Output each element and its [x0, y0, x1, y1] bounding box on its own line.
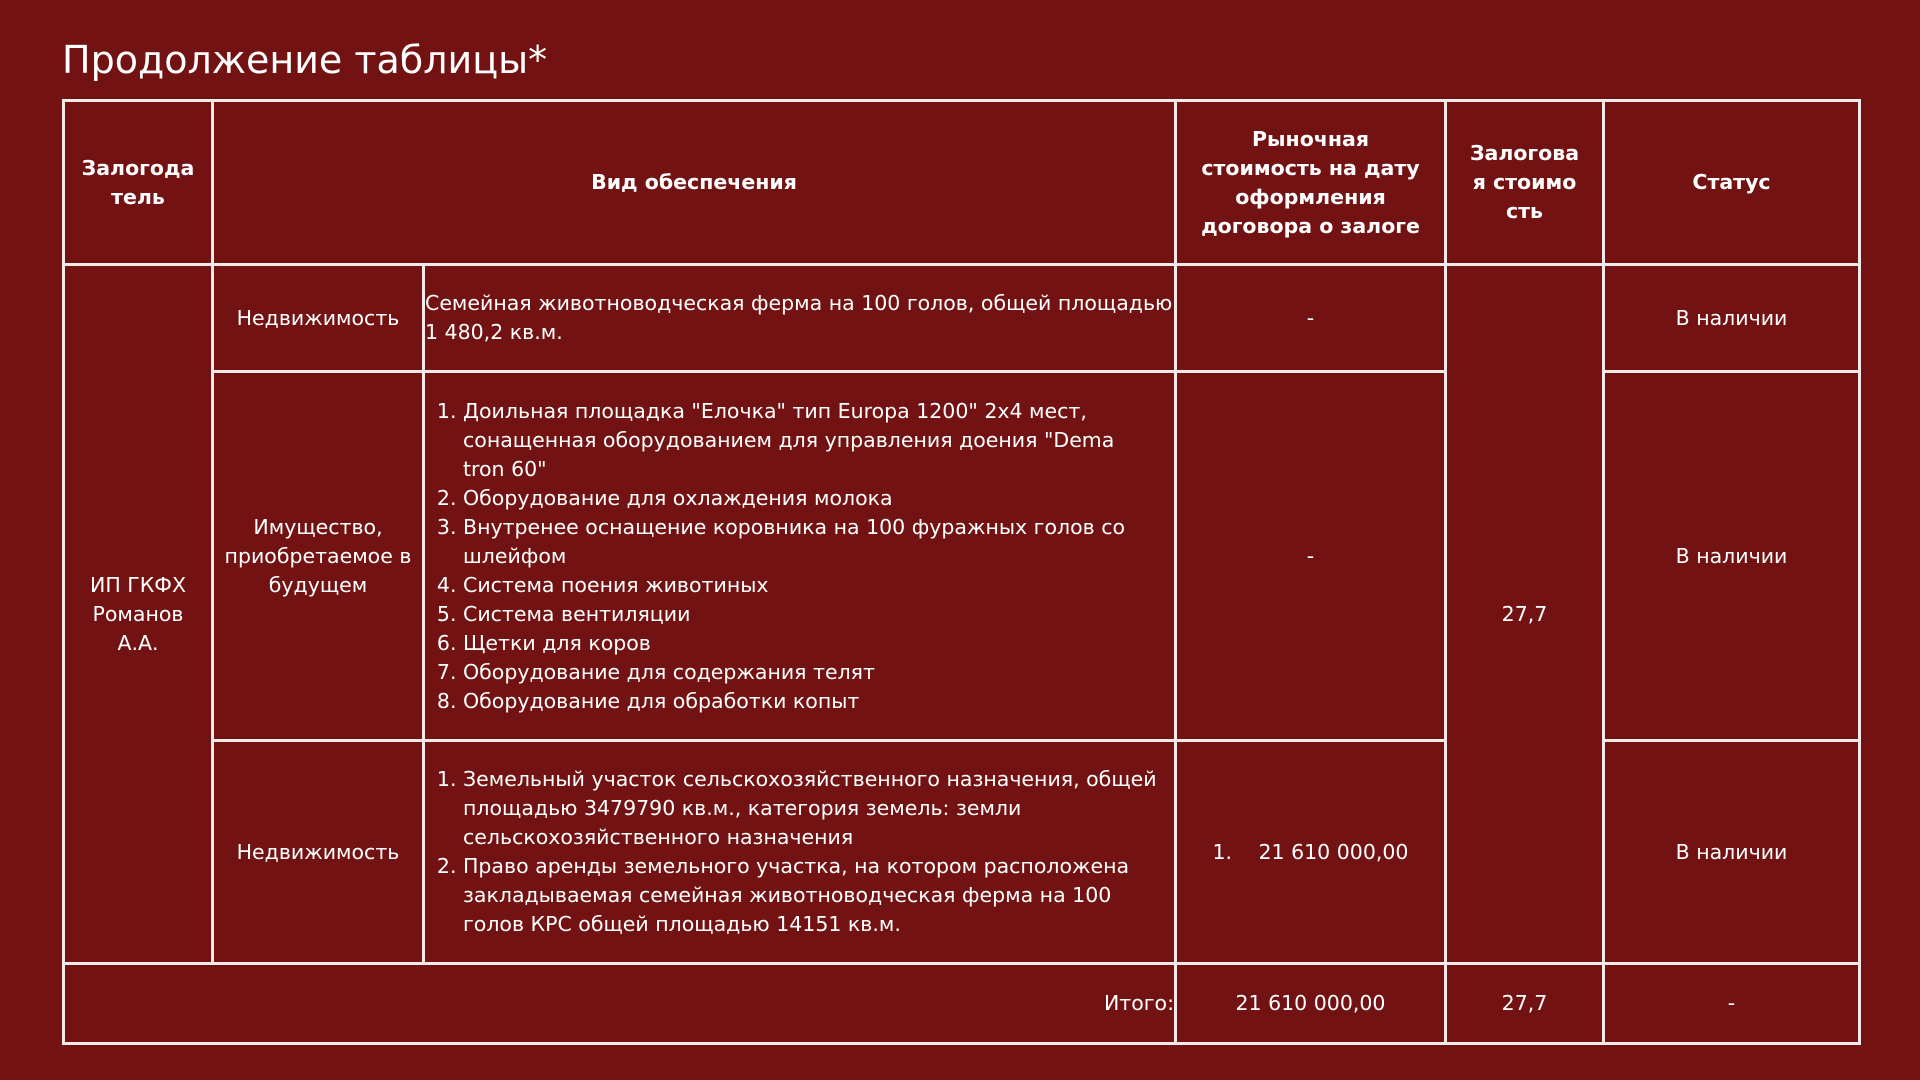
market-value-line	[1213, 838, 1409, 867]
total-row	[64, 964, 1860, 1044]
header-collateral-type: Вид обеспечения	[213, 101, 1176, 265]
market-value-amount: 21 610 000,00	[1258, 839, 1409, 864]
table-row	[64, 265, 1860, 372]
pledger-cell: ИП ГКФХ Романов А.А.	[64, 265, 213, 964]
pledge-value-cell: 27,7	[1446, 265, 1604, 964]
status-cell: В наличии	[1604, 741, 1860, 964]
list-item: 4. Система поения животиных	[463, 571, 1162, 600]
market-value-cell: -	[1176, 265, 1446, 372]
header-pledge-value: Залоговая стоимость	[1446, 101, 1604, 265]
description-cell	[424, 372, 1176, 741]
list-item: 7. Оборудование для содержания телят	[463, 658, 1162, 687]
list-item: 8. Оборудование для обработки копыт	[463, 687, 1162, 716]
total-status: -	[1604, 964, 1860, 1044]
market-value-cell: -	[1176, 372, 1446, 741]
land-list	[425, 765, 1174, 939]
category-cell: Имущество, приобретаемое в будущем	[213, 372, 424, 741]
list-item: 1. Доильная площадка "Елочка" тип Europa 1200" 2х4 мест, сонащенная оборудованием для управления доения "Dema tron 60"	[463, 397, 1162, 484]
list-item: 2. Право аренды земельного участка, на котором расположена закладываемая семейная животноводческая ферма на 100 голов КРС общей площадью 14151 кв.м.	[463, 852, 1162, 939]
market-value-number: 1.	[1212, 839, 1233, 864]
list-item: 6. Щетки для коров	[463, 629, 1162, 658]
list-item: 2. Оборудование для охлаждения молока	[463, 484, 1162, 513]
category-cell: Недвижимость	[213, 741, 424, 964]
collateral-table	[62, 99, 1861, 1045]
market-value-cell	[1176, 741, 1446, 964]
category-cell: Недвижимость	[213, 265, 424, 372]
status-cell: В наличии	[1604, 372, 1860, 741]
header-pledger: Залогодатель	[64, 101, 213, 265]
equipment-list	[425, 397, 1174, 716]
description-cell	[424, 741, 1176, 964]
page-title: Продолжение таблицы*	[62, 38, 548, 82]
header-market-value: Рыночная стоимость на дату оформления договора о залоге	[1176, 101, 1446, 265]
description-cell: Семейная животноводческая ферма на 100 голов, общей площадью 1 480,2 кв.м.	[424, 265, 1176, 372]
header-status: Статус	[1604, 101, 1860, 265]
total-market-value: 21 610 000,00	[1176, 964, 1446, 1044]
header-row	[64, 101, 1860, 265]
total-label: Итого:	[64, 964, 1176, 1044]
list-item: 1. Земельный участок сельскохозяйственного назначения, общей площадью 3479790 кв.м., категория земель: земли сельскохозяйственного назначения	[463, 765, 1162, 852]
list-item: 3. Внутренее оснащение коровника на 100 фуражных голов со шлейфом	[463, 513, 1162, 571]
total-pledge-value: 27,7	[1446, 964, 1604, 1044]
list-item: 5. Система вентиляции	[463, 600, 1162, 629]
status-cell: В наличии	[1604, 265, 1860, 372]
